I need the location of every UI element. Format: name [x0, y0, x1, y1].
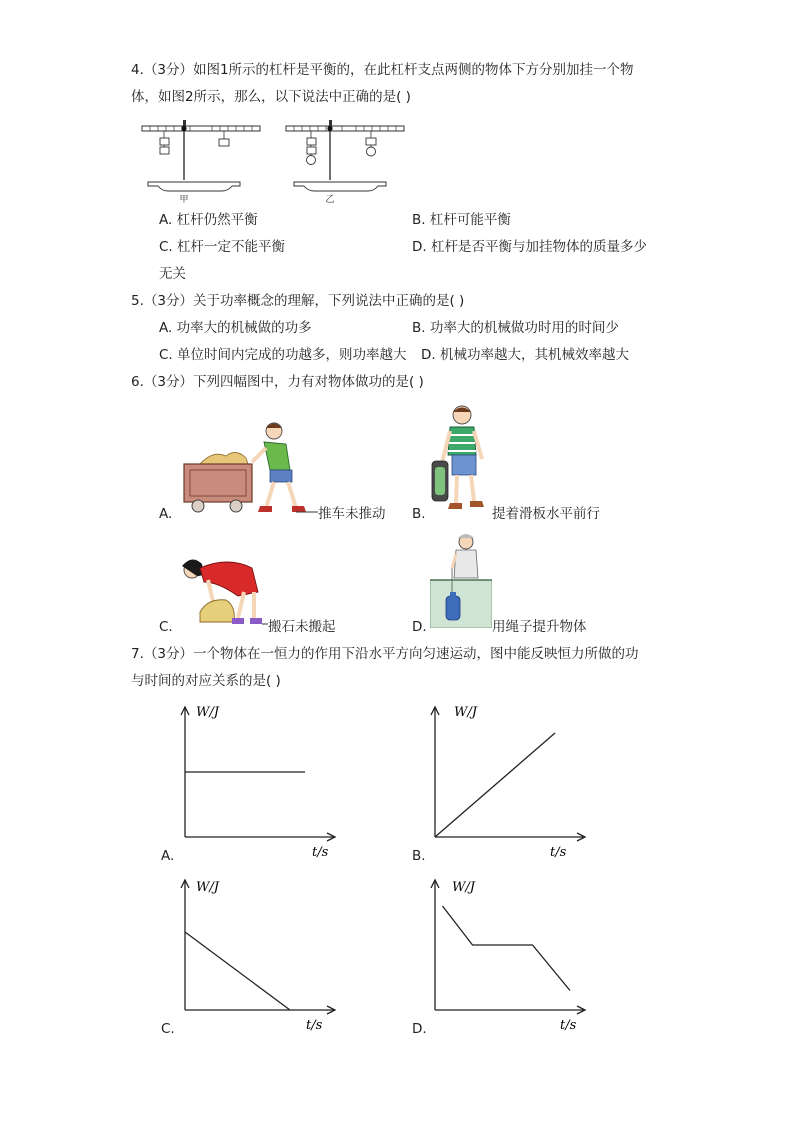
q5-stem: 5.（3分）关于功率概念的理解，下列说法中正确的是( )	[131, 293, 465, 309]
graph-c-x-label: t/s	[306, 1018, 323, 1033]
q5-option-d[interactable]: D. 机械功率越大，其机械效率越大	[421, 347, 629, 363]
push-cart-illustration	[178, 418, 318, 516]
graph-d-x-label: t/s	[560, 1018, 577, 1033]
q6-option-b-caption: 提着滑板水平前行	[492, 506, 600, 522]
lever-figure-2-label: 乙	[325, 195, 335, 204]
graph-d-y-label: W/J	[452, 880, 475, 895]
graph-b-series-line	[435, 733, 555, 837]
graph-b-x-label: t/s	[550, 845, 567, 860]
q7-option-b[interactable]: B.	[412, 848, 426, 864]
q4-option-c[interactable]: C. 杠杆一定不能平衡	[159, 239, 286, 255]
lift-stone-illustration	[178, 552, 268, 628]
q5-option-b[interactable]: B. 功率大的机械做功时用的时间少	[412, 320, 619, 336]
q6-option-a-caption: 推车未推动	[318, 506, 386, 522]
pull-rope-illustration	[430, 532, 492, 628]
q6-option-c-caption: 搬石未搬起	[268, 619, 336, 635]
q6-option-c-letter[interactable]: C.	[159, 619, 173, 635]
graph-a	[170, 700, 340, 865]
graph-b-y-label: W/J	[454, 705, 477, 720]
graph-a-y-label: W/J	[196, 705, 219, 720]
q6-option-d-caption: 用绳子提升物体	[492, 619, 587, 635]
carry-skateboard-illustration	[430, 403, 490, 515]
q6-stem: 6.（3分）下列四幅图中，力有对物体做功的是( )	[131, 374, 424, 390]
q5-option-c[interactable]: C. 单位时间内完成的功越多，则功率越大	[159, 347, 407, 363]
q7-stem-line2: 与时间的对应关系的是( )	[131, 673, 281, 689]
graph-c-y-label: W/J	[196, 880, 219, 895]
q7-option-a[interactable]: A.	[161, 848, 175, 864]
q6-option-b-letter[interactable]: B.	[412, 506, 426, 522]
q7-stem-line1: 7.（3分）一个物体在一恒力的作用下沿水平方向匀速运动，图中能反映恒力所做的功	[131, 646, 639, 662]
q4-option-a[interactable]: A. 杠杆仍然平衡	[159, 212, 258, 228]
graph-c	[170, 873, 340, 1038]
q6-option-a-letter[interactable]: A.	[159, 506, 173, 522]
q4-stem-line1: 4.（3分）如图1所示的杠杆是平衡的，在此杠杆支点两侧的物体下方分别加挂一个物	[131, 62, 634, 78]
lever-figure-2	[282, 118, 412, 204]
q4-option-d[interactable]: D. 杠杆是否平衡与加挂物体的质量多少	[412, 239, 647, 255]
q7-option-c[interactable]: C.	[161, 1021, 175, 1037]
q5-option-a[interactable]: A. 功率大的机械做的功多	[159, 320, 312, 336]
graph-d	[420, 873, 590, 1038]
graph-a-x-label: t/s	[312, 845, 329, 860]
q7-option-d[interactable]: D.	[412, 1021, 427, 1037]
q6-option-d-letter[interactable]: D.	[412, 619, 427, 635]
graph-c-series-line	[185, 932, 290, 1010]
lever-figure-1	[136, 118, 266, 204]
lever-figure-1-label: 甲	[179, 195, 189, 204]
q4-option-d-continued: 无关	[159, 266, 186, 282]
q4-option-b[interactable]: B. 杠杆可能平衡	[412, 212, 511, 228]
graph-d-series-line	[443, 906, 571, 991]
q4-stem-line2: 体，如图2所示，那么，以下说法中正确的是( )	[131, 89, 411, 105]
graph-b	[420, 700, 590, 865]
